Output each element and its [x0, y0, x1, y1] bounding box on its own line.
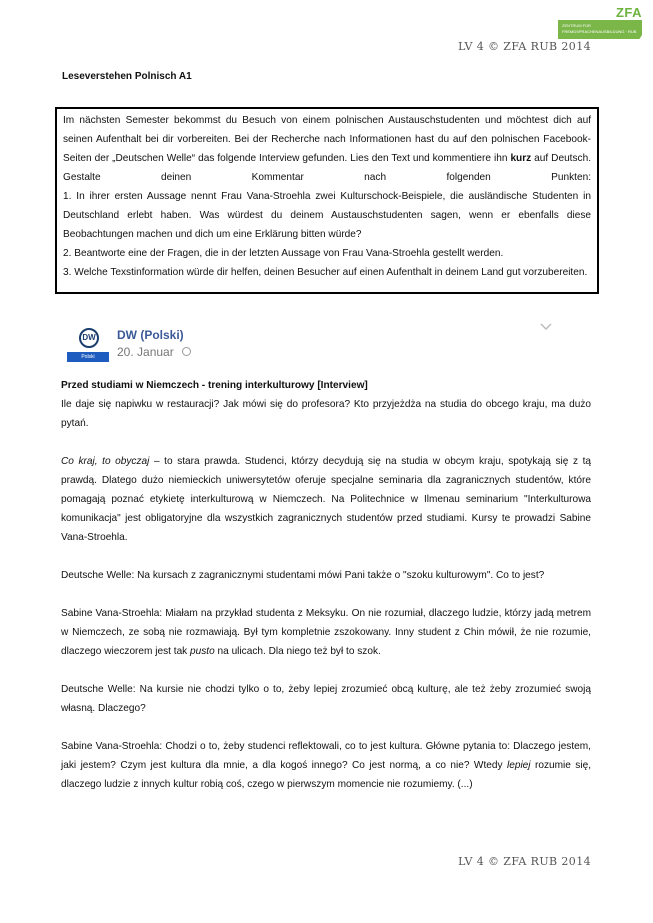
post-lead: Ile daje się napiwku w restauracji? Jak mówi się do profesora? Kto przyjeżdża na studia do obcego kraju, ma dużo pytań.	[61, 399, 591, 429]
dw-logo-icon: DW	[79, 328, 99, 348]
post-headline[interactable]: Przed studiami w Niemczech - trening interkulturowy [Interview]	[61, 380, 368, 391]
dw-avatar[interactable]	[67, 326, 109, 362]
task-point-1: 1. In ihrer ersten Aussage nennt Frau Vana-Stroehla zwei Kulturschock-Beispiele, die ausländische Studenten in Deutschland erlebt haben. Was würdest du deinem Austauschstudenten sagen, wenn er ebenfalls diese Beobachtungen machen und dich um eine Erklärung bitten würde?	[63, 191, 591, 240]
chevron-down-icon[interactable]	[540, 322, 552, 332]
post-body	[61, 376, 591, 794]
page-title: Leseverstehen Polnisch A1	[62, 71, 192, 82]
logo-bar	[558, 20, 642, 39]
question-1: Deutsche Welle: Na kursach z zagranicznymi studentami mówi Pani także o "szoku kulturowym". Co to jest?	[61, 570, 545, 581]
globe-icon	[182, 347, 191, 356]
proverb: Co kraj, to obyczaj	[61, 456, 150, 467]
logo-line-1: ZENTRUM FÜR	[562, 23, 591, 28]
logo-text: ZFA	[615, 5, 642, 20]
post-paragraph-1: Co kraj, to obyczaj – to stara prawda. Studenci, którzy decydują się na studia w obcym kraju, spotykają się z tą prawdą. Dlatego dużo niemieckich uniwersytetów oferuje specjalne seminaria dla zagranicznych studentów, które pomagają poznać etykietę interkulturową w Niemczech. Na Politechnice w Ilmenau seminarium "Interkulturowa komunikacja" jest obligatoryjne dla wszystkich zagranicznych studentów przed studiami. Kursy te prowadzi Sabine Vana-Stroehla.	[61, 456, 591, 543]
answer-2-emphasis: lepiej	[506, 760, 531, 771]
logo-notch	[635, 35, 642, 57]
answer-1-emphasis: pusto	[190, 646, 215, 657]
footer-reference: LV 4 © ZFA RUB 2014	[458, 855, 591, 868]
logo-line-2: FREMDSPRACHENAUSBILDUNG · RUB	[562, 29, 637, 34]
task-box	[55, 107, 599, 294]
task-point-2: 2. Beantworte eine der Fragen, die in der letzten Aussage von Frau Vana-Stroehla gestellt werden.	[63, 248, 504, 259]
question-2: Deutsche Welle: Na kursie nie chodzi tylko o to, żeby lepiej zrozumieć obcą kulturę, ale też żeby zrozumieć swoją własną. Dlaczego?	[61, 684, 591, 714]
avatar-tag: Polski	[67, 352, 109, 362]
page-name-link[interactable]: DW (Polski)	[117, 328, 184, 342]
task-intro: Im nächsten Semester bekommst du Besuch von einem polnischen Austauschstudenten und möchtest dich auf seinen Aufenthalt bei dir vorbereiten. Bei der Recherche nach Informationen hast du auf den polnischen Facebook-Seiten der „Deutschen Welle“ das folgende Interview gefunden. Lies den Text und kommentiere ihn kurz auf Deutsch. Gestalte deinen Kommentar nach folgenden Punkten:	[63, 115, 592, 183]
post-date[interactable]: 20. Januar	[117, 345, 174, 359]
header-reference: LV 4 © ZFA RUB 2014	[458, 40, 591, 53]
answer-1: Sabine Vana-Stroehla: Miałam na przykład studenta z Meksyku. On nie rozumiał, dlaczego ludzie, którzy jadą metrem w Niemczech, ze sobą nie rozmawiają. Był tym kompletnie zszokowany. Inny student z Chin mówił, że nie rozumie, dlaczego wieczorem jest tak pusto na ulicach. Dla niego też był to szok.	[61, 608, 591, 657]
answer-2: Sabine Vana-Stroehla: Chodzi o to, żeby studenci reflektowali, co to jest kultura. Główne pytania to: Dlaczego jestem, jaki jestem? Czym jest kultura dla mnie, a dla kogoś innego? Co jest normą, a co nie? Wtedy lepiej rozumie się, dlaczego ludzie z innych kultur robią coś, czego w pierwszym momencie nie rozumiemy. (...)	[61, 741, 591, 790]
task-point-3: 3. Welche Texstinformation würde dir helfen, deinen Besucher auf einen Aufenthalt in deinem Land gut vorzubereiten.	[63, 267, 588, 278]
zfa-logo	[556, 5, 648, 44]
task-intro-emphasis: kurz	[510, 153, 532, 164]
